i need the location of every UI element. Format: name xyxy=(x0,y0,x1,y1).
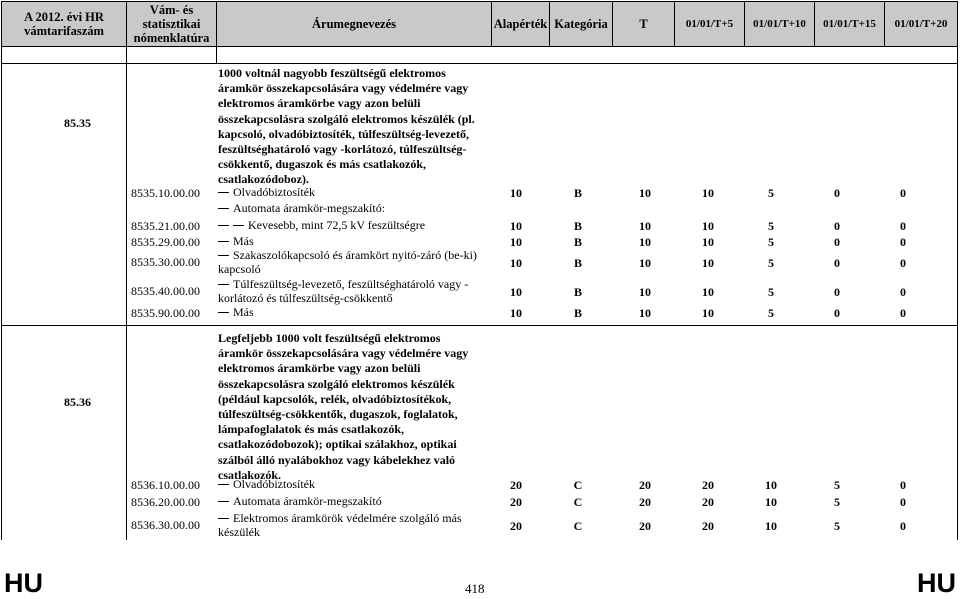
grid-line xyxy=(1,63,957,64)
rate-t: 10 xyxy=(639,219,651,233)
table-row xyxy=(0,202,960,218)
hr-code-85-36: 85.36 xyxy=(64,395,91,409)
rate-t: 20 xyxy=(639,478,651,492)
table-row xyxy=(0,186,960,202)
category: B xyxy=(573,256,582,270)
rate-t: 10 xyxy=(639,186,651,200)
rate-t20: 0 xyxy=(900,478,906,492)
rate-t5: 10 xyxy=(702,219,714,233)
table-row xyxy=(0,495,960,511)
rate-t5: 10 xyxy=(702,285,714,299)
section-heading: 1000 voltnál nagyobb feszültségű elektromos áramkör összekapcsolására vagy védelmére vagy elektromos áramkörbe vagy azon belüli összekapcsolásra szolgáló elektromos készülék (pl. kapcsoló, olvadóbiztosíték, túlfeszültség-levezető, feszültséghatároló vagy -korlátozó, túlfeszültség-csökkentő, dugaszok és más csatlakozók, csatlakozódoboz). xyxy=(218,66,475,187)
base-rate: 20 xyxy=(510,519,522,533)
rate-t5: 10 xyxy=(702,235,714,249)
dash-marker xyxy=(218,501,229,502)
table-row xyxy=(0,247,960,277)
rate-t15: 0 xyxy=(834,235,840,249)
row-description: Kevesebb, mint 72,5 kV feszültségre xyxy=(248,218,426,232)
category: B xyxy=(573,306,582,320)
rate-t5: 20 xyxy=(702,478,714,492)
nomenclature-code: 8536.10.00.00 xyxy=(131,478,200,492)
dash-marker xyxy=(218,284,229,285)
page-number: 418 xyxy=(465,581,485,596)
rate-t: 20 xyxy=(639,519,651,533)
rate-t20: 0 xyxy=(900,519,906,533)
header-t20: 01/01/T+20 xyxy=(894,18,948,30)
nomenclature-code: 8536.20.00.00 xyxy=(131,495,200,509)
header-nomenclature: Vám- és statisztikai nómenklatúra xyxy=(127,2,217,46)
rate-t20: 0 xyxy=(900,186,906,200)
rate-t15: 0 xyxy=(834,186,840,200)
grid-line xyxy=(1,325,957,326)
header-t: T xyxy=(613,2,675,46)
rate-t15: 0 xyxy=(834,306,840,320)
rate-t20: 0 xyxy=(900,285,906,299)
rate-t15: 5 xyxy=(834,478,840,492)
table-row xyxy=(0,276,960,306)
dash-marker xyxy=(218,241,229,242)
rate-t15: 0 xyxy=(834,285,840,299)
row-description: Automata áramkör-megszakító xyxy=(233,494,382,508)
nomenclature-code: 8535.29.00.00 xyxy=(131,235,200,249)
table-row xyxy=(0,219,960,235)
table-header xyxy=(1,1,958,47)
nomenclature-code: 8535.30.00.00 xyxy=(131,255,200,269)
table-row xyxy=(0,478,960,494)
rate-t: 10 xyxy=(639,285,651,299)
category: B xyxy=(573,219,582,233)
dash-marker xyxy=(218,484,229,485)
dash-marker xyxy=(218,208,229,209)
nomenclature-code: 8535.90.00.00 xyxy=(131,306,200,320)
rate-t5: 20 xyxy=(702,519,714,533)
base-rate: 20 xyxy=(510,495,522,509)
table-row xyxy=(0,510,960,540)
rate-t15: 0 xyxy=(834,256,840,270)
rate-t: 10 xyxy=(639,306,651,320)
header-t10: 01/01/T+10 xyxy=(745,2,815,46)
nomenclature-code: 8535.10.00.00 xyxy=(131,186,200,200)
rate-t10: 5 xyxy=(768,235,774,249)
base-rate: 20 xyxy=(510,478,522,492)
rate-t15: 5 xyxy=(834,495,840,509)
row-description: Túlfeszültség-levezető, feszültséghatároló vagy -korlátozó és túlfeszültség-csökkentő xyxy=(218,277,469,305)
base-rate: 10 xyxy=(510,186,522,200)
rate-t10: 10 xyxy=(765,478,777,492)
base-rate: 10 xyxy=(510,256,522,270)
nomenclature-code: 8536.30.00.00 xyxy=(131,518,200,532)
header-base-rate: Alapérték xyxy=(492,2,550,46)
dash-marker xyxy=(218,255,229,256)
category: B xyxy=(573,235,582,249)
rate-t5: 20 xyxy=(702,495,714,509)
rate-t20: 0 xyxy=(900,235,906,249)
rate-t: 20 xyxy=(639,495,651,509)
row-description: Szakaszolókapcsoló és áramkört nyitó-záró (be-ki) kapcsoló xyxy=(218,248,477,276)
footer-country-code-left: HU xyxy=(4,568,43,598)
header-hr-number: A 2012. évi HR vámtarifaszám xyxy=(2,2,127,46)
rate-t: 10 xyxy=(639,256,651,270)
base-rate: 10 xyxy=(510,306,522,320)
nomenclature-code: 8535.21.00.00 xyxy=(131,219,200,233)
base-rate: 10 xyxy=(510,285,522,299)
rate-t5: 10 xyxy=(702,186,714,200)
rate-t15: 5 xyxy=(834,519,840,533)
rate-t20: 0 xyxy=(900,306,906,320)
rate-t10: 10 xyxy=(765,495,777,509)
dash-marker xyxy=(218,312,229,313)
rate-t: 10 xyxy=(639,235,651,249)
rate-t20: 0 xyxy=(900,495,906,509)
dash-marker xyxy=(218,192,229,193)
category: C xyxy=(573,478,583,492)
section-heading: Legfeljebb 1000 volt feszültségű elektromos áramkör összekapcsolására vagy védelmére vagy elektromos áramkörbe vagy azon belüli összekapcsolásra szolgáló elektromos készülék (például kapcsolók, relék, olvadóbiztosítékok, túlfeszültség-csökkentők, dugaszok, foglalatok, lámpafoglalatok és más csatlakozók, csatlakozódobozok); optikai szálakhoz, optikai szálból álló nyalábokhoz vagy kábelekhez való csatlakozók. xyxy=(218,331,469,482)
dash-marker xyxy=(218,225,229,226)
row-description: Más xyxy=(233,234,254,248)
rate-t5: 10 xyxy=(702,306,714,320)
row-description: Más xyxy=(233,305,254,319)
rate-t20: 0 xyxy=(900,219,906,233)
rate-t10: 5 xyxy=(768,186,774,200)
hr-code-85-35: 85.35 xyxy=(64,116,91,130)
rate-t20: 0 xyxy=(900,256,906,270)
dash-marker xyxy=(218,518,229,519)
rate-t5: 10 xyxy=(702,256,714,270)
footer-country-code-right: HU xyxy=(917,568,956,598)
category: B xyxy=(573,186,582,200)
category: C xyxy=(573,519,583,533)
header-description: Árumegnevezés xyxy=(217,2,492,46)
dash-marker xyxy=(233,225,244,226)
row-description: Olvadóbiztosíték xyxy=(233,477,315,491)
category: B xyxy=(573,285,582,299)
base-rate: 10 xyxy=(510,235,522,249)
header-category: Kategória xyxy=(550,2,613,46)
rate-t10: 5 xyxy=(768,306,774,320)
rate-t10: 5 xyxy=(768,219,774,233)
category: C xyxy=(573,495,583,509)
row-description: Elektromos áramkörök védelmére szolgáló más készülék xyxy=(218,511,462,539)
rate-t10: 10 xyxy=(765,519,777,533)
nomenclature-code: 8535.40.00.00 xyxy=(131,284,200,298)
grid-line xyxy=(216,46,217,63)
rate-t10: 5 xyxy=(768,256,774,270)
row-description: Olvadóbiztosíték xyxy=(233,185,315,199)
rate-t10: 5 xyxy=(768,285,774,299)
table-row xyxy=(0,306,960,322)
rate-t15: 0 xyxy=(834,219,840,233)
header-t15: 01/01/T+15 xyxy=(815,2,885,46)
base-rate: 10 xyxy=(510,219,522,233)
header-t5: 01/01/T+5 xyxy=(675,2,745,46)
row-description: Automata áramkör-megszakító: xyxy=(233,201,386,215)
